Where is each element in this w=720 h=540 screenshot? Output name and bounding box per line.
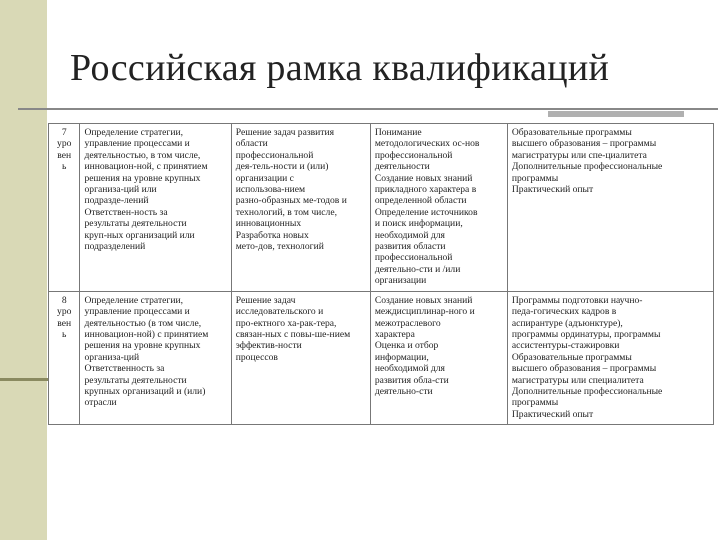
cell-text-line: про-ектного ха-рак-тера, (235, 317, 337, 329)
cell-text-line: организа-ций (84, 351, 140, 363)
cell-text-line: технологий, в том числе, (235, 206, 337, 218)
cell-text-line: деятельностью (в том числе, (84, 317, 202, 329)
cell-text-line: профессиональной (374, 252, 453, 264)
level-cell (49, 291, 80, 424)
cell-text-line: профессиональной (235, 149, 314, 161)
cell-text-line: Решение задач развития (235, 127, 335, 138)
cell-text-line: профессиональной (374, 149, 453, 161)
level-cell (49, 124, 80, 292)
cell-text-line: вен (57, 149, 72, 161)
cell-text-line: управление процессами и (84, 138, 190, 150)
cell-text-line: междисциплинар-ного и (374, 306, 475, 318)
cell-text-line: организа-ций или (84, 184, 157, 196)
cell-text-line: решения на уровне крупных (84, 340, 201, 352)
cell-text-line: Образовательные программы (511, 127, 632, 138)
cell-text-line: и поиск информации, (374, 218, 463, 230)
cell-text-line: процессов (235, 351, 278, 363)
cell-text-line: 7 (61, 127, 67, 138)
cell-text-line: магистратуры или спе-циалитета (511, 149, 647, 161)
cell-text-line: Образовательные программы (511, 351, 632, 363)
cell-text-line: подразде-лений (84, 195, 149, 207)
cell-text-line: мето-дов, технологий (235, 241, 324, 253)
cell-text-line: решения на уровне крупных (84, 172, 201, 184)
cell-text-line: Создание новых знаний (374, 172, 473, 184)
cell-text-line: Создание новых знаний (374, 294, 473, 306)
cell-text-line: круп-ных организаций или (84, 229, 195, 241)
cell-text-line: определенной области (374, 195, 467, 207)
cell-text-line: программы ординатуры, программы (511, 328, 661, 340)
cell-text-line: программы (511, 397, 559, 409)
table-row (49, 291, 714, 424)
cell-text-line: крупных организаций и (или) (84, 385, 206, 397)
cell-text-line: Разработка новых (235, 229, 309, 241)
cell-text-line: Ответственность за (84, 363, 165, 375)
cell-text-line: связан-ных с повы-ше-нием (235, 328, 351, 340)
cell-text-line: дея-тель-ности и (или) (235, 161, 329, 173)
programs-cell (507, 291, 713, 424)
knowledge-cell (370, 291, 507, 424)
cell-text-line: магистратуры или специалитета (511, 374, 644, 386)
cell-text-line: управление процессами и (84, 306, 190, 318)
cell-text-line: отрасли (84, 397, 117, 409)
cell-text-line: методологических ос-нов (374, 138, 480, 150)
cell-text-line: необходимой для (374, 229, 445, 241)
cell-text-line: аспирантуре (адъюнктуре), (511, 317, 623, 329)
cell-text-line: Дополнительные профессиональные (511, 161, 663, 173)
cell-text-line: использова-нием (235, 184, 306, 196)
cell-text-line: вен (57, 317, 72, 329)
cell-text-line: развития обла-сти (374, 374, 449, 386)
cell-text-line: уро (57, 306, 72, 318)
cell-text-line: Решение задач (235, 294, 296, 306)
management-cell (80, 124, 231, 292)
cell-text-line: Определение стратегии, (84, 294, 183, 306)
cell-text-line: деятельностью, в том числе, (84, 149, 201, 161)
knowledge-cell (370, 124, 507, 292)
cell-text-line: организации (374, 275, 427, 287)
cell-text-line: характера (374, 328, 415, 340)
cell-text-line: исследовательского и (235, 306, 324, 318)
cell-text-line: Понимание (374, 127, 422, 138)
cell-text-line: ь (62, 328, 67, 340)
qualification-table (48, 123, 714, 425)
cell-text-line: инновацион-ной) с принятием (84, 328, 209, 340)
cell-text-line: результаты деятельности (84, 374, 187, 386)
cell-text-line: программы (511, 172, 559, 184)
cell-text-line: эффектив-ности (235, 340, 302, 352)
title-underline-accent (548, 111, 684, 117)
cell-text-line: Определение стратегии, (84, 127, 183, 138)
cell-text-line: инновацион-ной, с принятием (84, 161, 208, 173)
cell-text-line: Оценка и отбор (374, 340, 439, 352)
programs-cell (507, 124, 713, 292)
cell-text-line: ь (62, 161, 67, 173)
cell-text-line: уро (57, 138, 72, 150)
cell-text-line: результаты деятельности (84, 218, 187, 230)
cell-text-line: разно-образных ме-тодов и (235, 195, 347, 207)
cell-text-line: Программы подготовки научно- (511, 294, 643, 306)
cell-text-line: Практический опыт (511, 408, 594, 420)
table-row (49, 124, 714, 292)
cell-text-line: информации, (374, 351, 429, 363)
qualification-table-body (49, 124, 714, 425)
left-decorative-band (0, 0, 47, 540)
slide-title: Российская рамка квалификаций (70, 47, 610, 89)
cell-text-line: Практический опыт (511, 184, 594, 196)
management-cell (80, 291, 231, 424)
cell-text-line: Дополнительные профессиональные (511, 385, 663, 397)
cell-text-line: педа-гогических кадров в (511, 306, 617, 318)
cell-text-line: 8 (61, 294, 67, 306)
cell-text-line: необходимой для (374, 363, 445, 375)
cell-text-line: подразделений (84, 241, 146, 253)
cell-text-line: инновационных (235, 218, 302, 230)
cell-text-line: высшего образования – программы (511, 138, 657, 150)
left-accent-line (0, 378, 52, 381)
cell-text-line: межотраслевого (374, 317, 441, 329)
cell-text-line: организации с (235, 172, 294, 184)
cell-text-line: высшего образования – программы (511, 363, 657, 375)
cell-text-line: деятельности (374, 161, 430, 173)
cell-text-line: развития области (374, 241, 446, 253)
cell-text-line: прикладного характера в (374, 184, 477, 196)
tasks-cell (231, 124, 370, 292)
cell-text-line: области (235, 138, 268, 150)
cell-text-line: ассистентуры-стажировки (511, 340, 620, 352)
tasks-cell (231, 291, 370, 424)
title-underline (18, 108, 718, 110)
cell-text-line: деятельно-сти и /или (374, 263, 461, 275)
cell-text-line: Определение источников (374, 206, 478, 218)
cell-text-line: деятельно-сти (374, 385, 433, 397)
cell-text-line: Ответствен-ность за (84, 206, 168, 218)
